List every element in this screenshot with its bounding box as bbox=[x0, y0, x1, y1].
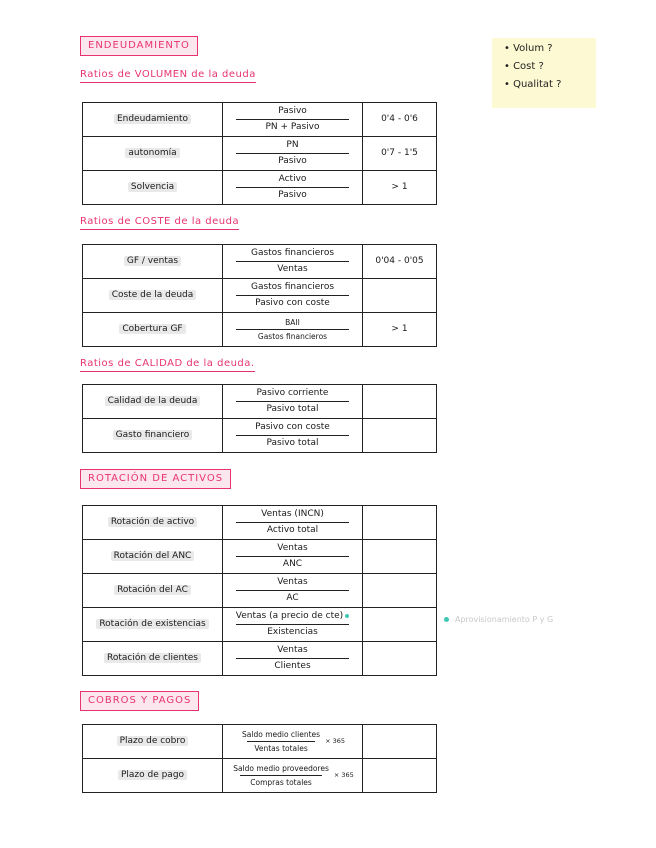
table-cobros bbox=[82, 724, 437, 793]
ratio-value bbox=[363, 574, 437, 608]
heading-cobros: COBROS Y PAGOS bbox=[80, 691, 199, 711]
ratio-name: Plazo de pago bbox=[83, 759, 223, 793]
table-row bbox=[83, 574, 437, 608]
table-coste bbox=[82, 244, 437, 347]
ratio-formula: PN Pasivo bbox=[223, 137, 363, 171]
table-row bbox=[83, 103, 437, 137]
ratio-value bbox=[363, 642, 437, 676]
ratio-value: > 1 bbox=[363, 171, 437, 205]
ratio-name: Rotación de clientes bbox=[83, 642, 223, 676]
ratio-formula: Gastos financieros Ventas bbox=[223, 245, 363, 279]
ratio-name: Rotación de activo bbox=[83, 506, 223, 540]
sticky-note bbox=[492, 38, 596, 108]
ratio-name: Rotación del AC bbox=[83, 574, 223, 608]
teal-dot-icon bbox=[345, 614, 349, 618]
heading-coste: Ratios de COSTE de la deuda bbox=[80, 216, 239, 230]
table-row bbox=[83, 540, 437, 574]
table-row bbox=[83, 759, 437, 793]
ratio-formula: BAII Gastos financieros bbox=[223, 313, 363, 347]
table-row bbox=[83, 171, 437, 205]
heading-volumen: Ratios de VOLUMEN de la deuda bbox=[80, 69, 256, 83]
sticky-item-volume: • Volum ? bbox=[504, 43, 553, 54]
ratio-formula: Activo Pasivo bbox=[223, 171, 363, 205]
table-row bbox=[83, 506, 437, 540]
ratio-formula: Pasivo corriente Pasivo total bbox=[223, 385, 363, 419]
ratio-formula: Gastos financieros Pasivo con coste bbox=[223, 279, 363, 313]
ratio-formula: $\frac{\text{Saldo medio proveedores}}{\text{Compras totales}}$ × 365 bbox=[223, 759, 363, 793]
ratio-formula: $\frac{\text{Saldo medio clientes}}{\text{Ventas totales}}$ × 365 bbox=[223, 725, 363, 759]
table-row bbox=[83, 385, 437, 419]
ratio-formula: Ventas Clientes bbox=[223, 642, 363, 676]
table-rotacion bbox=[82, 505, 437, 676]
ratio-formula: Ventas (a precio de cte) Existencias bbox=[223, 608, 363, 642]
table-row bbox=[83, 608, 437, 642]
sticky-item-cost: • Cost ? bbox=[504, 61, 544, 72]
ratio-name: Cobertura GF bbox=[83, 313, 223, 347]
heading-calidad: Ratios de CALIDAD de la deuda. bbox=[80, 358, 255, 372]
table-row bbox=[83, 725, 437, 759]
ratio-name: Solvencia bbox=[83, 171, 223, 205]
table-row bbox=[83, 137, 437, 171]
table-row bbox=[83, 642, 437, 676]
ratio-formula: Pasivo PN + Pasivo bbox=[223, 103, 363, 137]
heading-rotacion: ROTACIÓN DE ACTIVOS bbox=[80, 469, 231, 489]
ratio-value: 0'04 - 0'05 bbox=[363, 245, 437, 279]
sticky-item-quality: • Qualitat ? bbox=[504, 79, 562, 90]
table-row bbox=[83, 419, 437, 453]
ratio-value bbox=[363, 725, 437, 759]
ratio-name: Plazo de cobro bbox=[83, 725, 223, 759]
ratio-value bbox=[363, 506, 437, 540]
table-volumen bbox=[82, 102, 437, 205]
ratio-value bbox=[363, 608, 437, 642]
ratio-value: > 1 bbox=[363, 313, 437, 347]
ratio-formula: Ventas AC bbox=[223, 574, 363, 608]
ratio-name: GF / ventas bbox=[83, 245, 223, 279]
table-row bbox=[83, 245, 437, 279]
ratio-name: Coste de la deuda bbox=[83, 279, 223, 313]
ratio-value bbox=[363, 279, 437, 313]
ratio-name: Endeudamiento bbox=[83, 103, 223, 137]
ratio-formula: Pasivo con coste Pasivo total bbox=[223, 419, 363, 453]
table-row bbox=[83, 313, 437, 347]
ratio-formula: Ventas (INCN) Activo total bbox=[223, 506, 363, 540]
ratio-value bbox=[363, 419, 437, 453]
side-note: Aprovisionamiento P y G bbox=[444, 615, 553, 624]
ratio-formula: Ventas ANC bbox=[223, 540, 363, 574]
ratio-value: 0'7 - 1'5 bbox=[363, 137, 437, 171]
ratio-value: 0'4 - 0'6 bbox=[363, 103, 437, 137]
ratio-name: Gasto financiero bbox=[83, 419, 223, 453]
table-calidad bbox=[82, 384, 437, 453]
ratio-value bbox=[363, 540, 437, 574]
ratio-name: Calidad de la deuda bbox=[83, 385, 223, 419]
table-row bbox=[83, 279, 437, 313]
ratio-name: autonomía bbox=[83, 137, 223, 171]
teal-dot-icon bbox=[444, 617, 449, 622]
ratio-value bbox=[363, 385, 437, 419]
page-title: ENDEUDAMIENTO bbox=[80, 36, 198, 56]
ratio-value bbox=[363, 759, 437, 793]
ratio-name: Rotación de existencias bbox=[83, 608, 223, 642]
ratio-name: Rotación del ANC bbox=[83, 540, 223, 574]
